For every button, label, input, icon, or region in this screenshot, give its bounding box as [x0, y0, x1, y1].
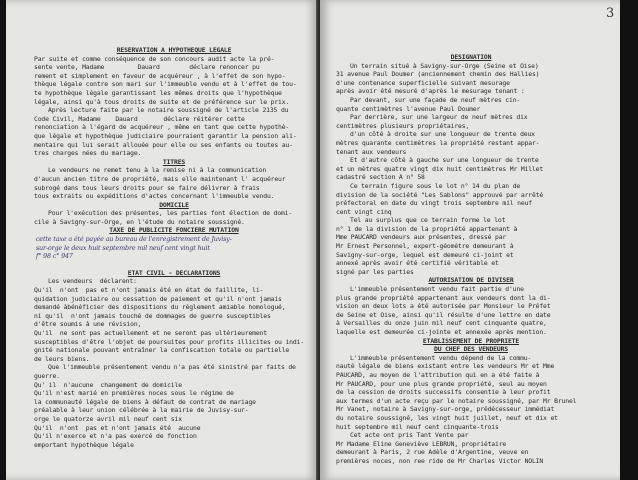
- right-page: [320, 0, 620, 480]
- text-line: Après lecture faite par le notaire soussigné de l'article 2135 du: [48, 106, 289, 115]
- text-line: vision en deux lots a été autorisée par Monsieur le Préfet: [336, 302, 551, 311]
- text-line: subrogé dans tous leurs droits pour se faire délivrer à frais: [34, 183, 260, 192]
- text-line: Et d'autre côté à gauche sur une longueur de trente: [350, 156, 539, 165]
- text-line: quante centimètres l'avenue Paul Doumer: [336, 104, 481, 113]
- text-line: Cet acte ont pris Tant Vente par: [350, 431, 469, 440]
- text-line: mètres quarante centimètres la propriété restant appar-: [336, 138, 540, 147]
- text-line: rement et simplement en faveur de acquéreur , à l'effet de son hypo-: [34, 71, 286, 80]
- left-page: [6, 0, 318, 480]
- section-heading: DESIGNATION: [450, 53, 492, 61]
- text-line: Ce terrain figure sous le lot n° 14 du plan de: [350, 181, 521, 190]
- text-line: annexé après avoir été certifié véritable et: [336, 259, 499, 268]
- section-heading: RESERVATION A HYPOTHEQUE LEGALE: [116, 46, 232, 54]
- text-line: d'un côté à droite sur une longueur de trente deux: [350, 130, 535, 139]
- text-line: à Versailles du onze juin mil neuf cent cinquante quatre,: [336, 319, 547, 328]
- text-line: huit septembre mil neuf cent cinquante-trois: [336, 422, 499, 431]
- text-line: Mr PAUCARD, pour une plus grande propriété, seul au moyen: [336, 379, 547, 388]
- text-line: 31 avenue Paul Doumer (anciennement chemin des Hallies): [336, 70, 540, 79]
- text-line: et un mètres quatre vingt dix huit centimètres Mr Millet: [336, 164, 544, 173]
- text-line: L'immeuble présentement vendu dépend de la commu-: [350, 353, 532, 362]
- right-page-text: [336, 53, 606, 466]
- text-line: orge le quatorze avril mil neuf cent six: [34, 414, 182, 423]
- text-line: du notaire soussigné, les vingt huit juillet, neuf et dix et: [336, 413, 558, 422]
- text-line: Mr Ernest Personnel, expert-géomètre demeurant à: [336, 242, 514, 251]
- right-edge: [620, 0, 638, 480]
- text-line: d'une contenance superficielle suivant mesurage: [336, 78, 510, 87]
- text-line: Qu'il n'est marié en premières noces sous le régime de: [34, 389, 234, 398]
- text-line: après avoir été mesuré d'après le mesurage tenant :: [336, 87, 525, 96]
- text-line: Par suite et comme conséquence de son concours audit acte la pré-: [34, 54, 275, 63]
- text-line: renonciation à l'égard de acquéreur , même en tant que cette hypothè-: [34, 123, 290, 132]
- text-line: Mr Madame Eline Geneviève LEBRUN, propriétaire: [336, 439, 507, 448]
- text-line: signé par les parties: [336, 267, 414, 276]
- text-line: demeurant à Paris, 2 rue Adèle d'Argentine, veuve en: [336, 448, 529, 457]
- text-line: premières noces, non ree ride de Mr Charles Victor NOLIN: [336, 456, 544, 465]
- text-line: Le vendeurs ne remet tenu à la remise ni à la communication: [48, 166, 267, 175]
- text-line: te hypothèque légale garantissant les mêmes droits que l'hypothèque: [34, 88, 282, 97]
- text-line: tenant aux vendeurs: [336, 147, 407, 156]
- text-line: [34, 261, 314, 269]
- text-line: division de la société "Les Sablons" approuvé par arrêté: [336, 190, 544, 199]
- text-line: emportant hypothèque légale: [34, 440, 134, 449]
- text-line: demandé àbénéficier des dispositions du règlement amiable homologué,: [34, 303, 286, 312]
- text-line: PAUCARD, au moyen de l'attribution qui en a été faite à: [336, 370, 540, 379]
- section-heading: AUTORISATION DE DIVISER: [428, 276, 514, 285]
- text-line: centimètres plusieurs propriétaires,: [336, 121, 470, 130]
- text-line: nauté légale de biens existant entre les vendeurs Mr et Mme: [336, 362, 555, 371]
- text-line: tres charges nées du mariage.: [34, 149, 142, 158]
- text-line: de leurs biens.: [34, 354, 90, 363]
- text-line: Tel au surplus que ce terrain forme le lot: [350, 216, 506, 225]
- left-page-text: [34, 46, 314, 449]
- section-heading: ETAT CIVIL - DECLARATIONS: [127, 268, 221, 277]
- text-line: tous extraits ou expéditions d'actes concernant l'immeuble vendu.: [34, 192, 275, 201]
- text-line: Code Civil, Madame Dauard déclare réitérer cette: [34, 114, 245, 123]
- text-line: la communauté légale de biens à défaut de contrat de mariage: [34, 397, 256, 406]
- section-heading: TITRES: [162, 157, 186, 166]
- text-line: cent vingt cinq: [336, 207, 392, 216]
- text-line: f° 98 c° 947: [34, 252, 73, 261]
- text-line: de Seine et Oise, ainsi qu'il résulte d'une lettre en date: [336, 310, 551, 319]
- text-line: cette taxe a été payée au bureau de l'enregistrement de Juvisy-: [34, 235, 232, 244]
- section-heading: DU CHEF DES VENDEURS: [434, 345, 508, 354]
- text-line: Savigny-sur-orge, lequel est demeuré ci-joint et: [336, 250, 514, 259]
- text-line: Pour l'exécution des présentes, les parties font élection de domi-: [48, 209, 293, 218]
- text-line: Qu'il n'ont pas et n'ont jamais été en état de faillite, li-: [34, 286, 264, 295]
- text-line: légale, ainsi qu'à tous droits de suite et de préférence sur le prix.: [34, 97, 290, 106]
- text-line: susceptibles d'être l'objet de poursuites pour profits illicites ou indi-: [34, 337, 304, 346]
- text-line: Par devant, sur une façade de neuf mètres cin-: [350, 95, 521, 104]
- text-line: Par derrière, sur une largeur de neuf mètres dix: [350, 113, 528, 122]
- text-line: préalable à leur union célébrée à la mairie de Juvisy-sur-: [34, 406, 249, 415]
- text-line: Les vendeurs déclarent:: [48, 277, 137, 286]
- text-line: de la cession de droits successifs consentie à leur profit: [336, 388, 551, 397]
- text-line: ni qu'il n'ont jamais touché de dommages de guerre susceptibles: [34, 311, 271, 320]
- text-line: thèque légale contre son mari sur l'immeuble vendu et à l'effet de tou-: [34, 80, 297, 89]
- section-heading: DOMICILE: [159, 200, 189, 209]
- text-line: préfectoral en date du vingt trois septembre mil neuf: [336, 199, 532, 208]
- text-line: aux termes d'un acte reçu par le notaire soussigné, par Mr Brunel: [336, 396, 577, 405]
- text-line: guerre.: [34, 371, 60, 380]
- text-line: Un terrain situé à Savigny-sur-Orge (Seine et Oise): [350, 61, 539, 70]
- text-line: gnité nationale pouvant entraîner la confiscation totale ou partielle: [34, 346, 290, 355]
- text-line: Qu'il n'ont pas et n'ont jamais été aucune: [34, 423, 201, 432]
- text-line: d'être soumis à une révision,: [34, 320, 142, 329]
- text-line: plus grande propriété appartenant aux vendeurs dont la di-: [336, 293, 551, 302]
- text-line: Mme PAUCARD vendeurs aux présentes, dressé par: [336, 233, 507, 242]
- text-line: sente vente, Madame Dauard déclare renoncer pu: [34, 63, 260, 72]
- text-line: Mr Vanet, notaire à Savigny-sur-orge, prédécesseur immédiat: [336, 405, 555, 414]
- text-line: quidation judiciaire ou cessation de paiement et qu'il n'ont jamais: [34, 294, 282, 303]
- page-number: 3: [606, 6, 615, 21]
- text-line: Qu' il n'aucune changement de domicile: [34, 380, 182, 389]
- text-line: d'aucun ancien titre de propriété, mais elle maintenant l' acquéreur: [34, 174, 286, 183]
- text-line: sur-orge le deux huit septembre mil neuf cent vingt huit: [34, 243, 210, 252]
- text-line: cadastré section A n° 58: [336, 173, 425, 182]
- text-line: Qu'il n'exerce et n'a pas exercé de fonction: [34, 432, 197, 441]
- text-line: L'immeuble présentement vendu fait partie d'une: [350, 285, 524, 294]
- section-heading: TAXE DE PUBLICITE FONCIERE MUTATION: [109, 226, 239, 235]
- text-line: mentaire qui lui serait allouée pour elle ou ses enfants ou toutes au-: [34, 140, 293, 149]
- section-heading: ETABLISSEMENT DE PROPRIETE: [422, 336, 520, 345]
- text-line: n° 1 de la division de la propriété appartenant à: [336, 224, 518, 233]
- text-line: Que l'immeuble présentement vendu n'a pas été sinistré par faits de: [48, 363, 296, 372]
- text-line: que légale et hypothèque judiciaire pourraient garantir la pension ali-: [34, 131, 297, 140]
- text-line: cile à Savigny-sur-Orge, en l'étude du notaire soussigné.: [34, 217, 245, 226]
- text-line: laquelle est demeurée ci-jointe et annexée après mention.: [336, 328, 547, 336]
- text-line: Qu'il ne sont pas actuellement et ne seront pas ultérieurement: [34, 329, 267, 337]
